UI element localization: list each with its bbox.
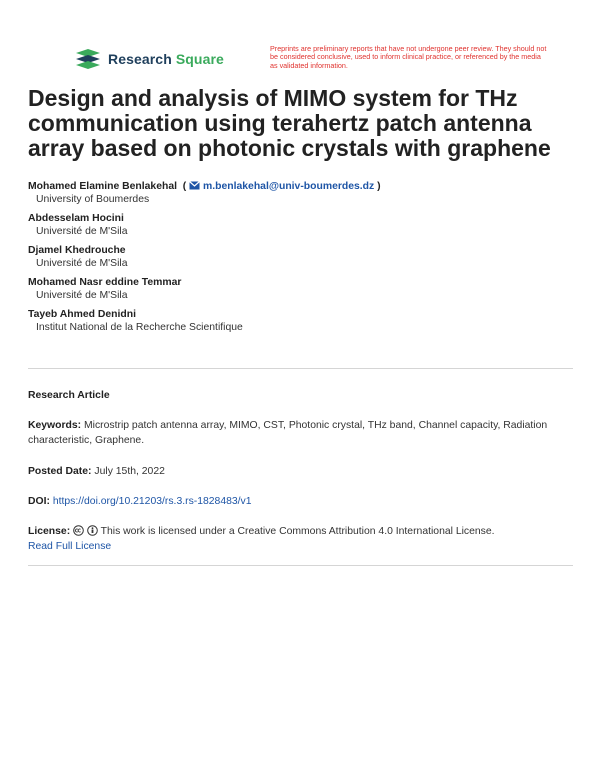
author-affiliation: Institut National de la Recherche Scientifique (36, 322, 243, 333)
logo-word-square: Square (175, 51, 224, 67)
author-name: Tayeb Ahmed Denidni (28, 309, 136, 320)
license (28, 524, 576, 554)
doi-link[interactable]: https://doi.org/10.21203/rs.3.rs-1828483/v1 (52, 496, 252, 507)
author-email-link[interactable]: m.benlakehal@univ-boumerdes.dz (203, 181, 375, 192)
keywords-label: Keywords: (28, 420, 82, 431)
author-name-text: Mohamed Elamine Benlakehal (28, 181, 177, 192)
research-square-logo[interactable] (74, 47, 224, 71)
license-label: License: (28, 526, 71, 537)
envelope-icon (189, 181, 200, 190)
license-text: This work is licensed under a Creative Commons Attribution 4.0 International License. (100, 526, 495, 537)
preprint-notice: Preprints are preliminary reports that have not undergone peer review. They should not be considered conclusive, used to inform clinical practice, or referenced by the media as validated information. (270, 44, 547, 70)
divider (28, 368, 573, 369)
author-affiliation: Université de M'Sila (36, 226, 128, 237)
logo-text (108, 51, 224, 67)
author-affiliation: University of Boumerdes (36, 194, 150, 205)
author-affiliation: Université de M'Sila (36, 290, 128, 301)
posted-date-value: July 15th, 2022 (94, 466, 165, 477)
header (74, 45, 574, 77)
posted-date (28, 464, 576, 479)
author-name: Mohamed Elamine Benlakehal ( m.benlakehal@univ-boumerdes.dz ) (28, 181, 381, 192)
divider (28, 565, 573, 566)
keywords-value: Microstrip patch antenna array, MIMO, CST, Photonic crystal, THz band, Channel capacity, Radiation characteristic, Graphene. (28, 420, 548, 446)
doi (28, 494, 576, 509)
read-full-license-link[interactable]: Read Full License (28, 541, 112, 552)
attribution-icon (87, 525, 98, 536)
logo-word-research: Research (108, 51, 172, 67)
cc-by-icon (73, 525, 84, 536)
author-affiliation: Université de M'Sila (36, 258, 128, 269)
keywords (28, 418, 576, 448)
article-type: Research Article (28, 390, 110, 401)
doi-label: DOI: (28, 496, 50, 507)
paper-title: Design and analysis of MIMO system for THz communication using terahertz patch antenna array based on photonic crystals with graphene (28, 85, 551, 161)
author-name: Djamel Khedrouche (28, 245, 126, 256)
author-list (28, 180, 576, 340)
author-name: Abdesselam Hocini (28, 213, 124, 224)
research-square-logo-icon (74, 47, 102, 71)
posted-date-label: Posted Date: (28, 466, 92, 477)
author-name: Mohamed Nasr eddine Temmar (28, 277, 182, 288)
